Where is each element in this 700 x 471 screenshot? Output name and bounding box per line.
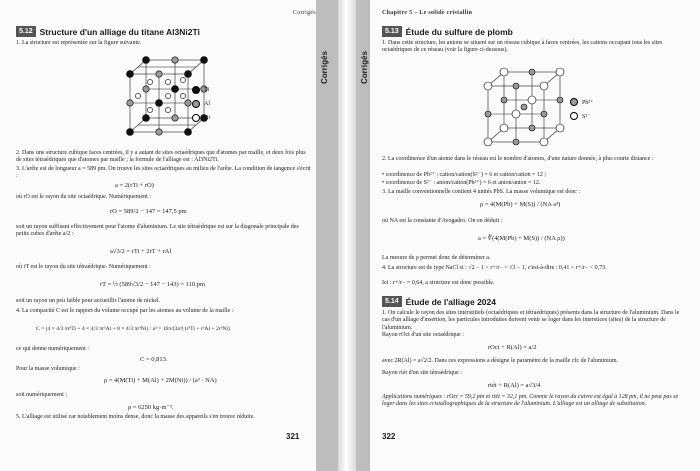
ro-text: où rO est le rayon du site octaédrique. Numériquement : (16, 194, 151, 200)
equation-2: rO = 589/2 − 147 = 147,5 pm (110, 208, 187, 215)
section-title: Étude de l'alliage 2024 (405, 296, 496, 307)
chapter-tab-left: Corrigés (320, 51, 329, 84)
question-3: 3. L'arête est de longueur a = 589 pm. On trouve les sites octaédriques au milieu de l'arête. La condition de tangence s'écrit : (16, 166, 311, 180)
mass-text: Pour la masse volumique : (16, 366, 80, 372)
section-title: Structure d'un alliage du titane Al3Ni2Ti (39, 26, 200, 37)
alloy-paragraph-2: avec 2R(Al) = a√2/2. Dans ces expressions a désigne le paramètre de la maille cfc de l'aluminium. (382, 358, 619, 364)
equation-oct: rOct + R(Al) = a/2 (488, 344, 537, 351)
legend-label: Al (204, 101, 210, 107)
chapter-tab-right: Corrigés (360, 51, 369, 84)
na-text: où NA est la constante d'Avogadro. On en déduit : (382, 218, 503, 224)
equation-7: ρ = 4(M(Ti) + M(Al) + 2M(Ni)) / (a³ · NA) (104, 377, 217, 384)
legend-item-al (192, 100, 210, 108)
legend-label: Ni (204, 115, 210, 121)
question-2: 2. Dans une structure cubique faces centrées, il y a autant de sites octaédriques que d'atomes par maille, et deux fois plus de sites tétraédriques que d'atomes par maille ; la formule de l'alliage est : Al3Ni2Ti. (16, 150, 306, 164)
section-title: Étude du sulfure de plomb (405, 26, 513, 37)
right-page (370, 0, 700, 471)
oct-label: Rayon rOct d'un site octaédrique : (382, 332, 464, 338)
num-text: ce qui donne numériquement : (16, 346, 89, 352)
legend-label: Pb²⁺ (582, 99, 594, 106)
pbs-question-4: 4. La structure est de type NaCl si : √2 − 1 < r+/r− < √3 − 1, c'est-à-dire : 0,41 < r+/r− < 0,73. (382, 265, 607, 271)
legend-item-ti (192, 86, 209, 94)
equation-pbs-1: ρ = 4(M(Pb) + M(S)) / (NA a³) (480, 201, 561, 208)
page-header: Corrigés (292, 10, 316, 16)
question-5: 5. L'alliage est utilisé car notablement moins dense, donc la masse des appareils s'en trouve réduite. (16, 414, 255, 420)
rt-text: où rT est le rayon du site tétraédrique. Numériquement : (16, 264, 151, 270)
bullet-s: • coordinence de S²⁻ : anion/cation(Pb²⁺) = 6 et anion/anion = 12. (382, 180, 541, 186)
equation-6: C = 0,813. (140, 356, 168, 363)
pbs-structure-figure (480, 64, 566, 150)
ici-text: Ici : r+/r− = 0,64, a structure est donc possible. (382, 280, 495, 286)
s-marker (570, 112, 578, 120)
section-heading-5-13 (382, 26, 513, 37)
bullet-pb: • coordinence de Pb²⁺ : cation/cation(S²⁻) = 6 et cation/cation = 12 ; (382, 172, 547, 178)
num2-text: soit numériquement : (16, 392, 67, 398)
equation-1: a = 2(rTi + rO) (115, 182, 154, 189)
equation-8: ρ = 6250 kg·m⁻³. (128, 404, 174, 411)
rho-text: La mesure de ρ permet donc de déterminer a. (382, 255, 491, 261)
equation-3: a√3/2 = rTi + 2rT + rAl (110, 248, 172, 255)
pb-marker (570, 98, 578, 106)
page-number: 321 (286, 432, 300, 441)
tet-label: Rayon rtét d'un site tétraédrique : (382, 370, 462, 376)
equation-5: C = (4 × 4/3 πr³Ti + 4 × 4/3 πr³Al + 8 × 4/3 πr³Ni) / a³ = 16π/(3a³) (r³Ti + r³Al + 2r³Ni) (36, 326, 230, 332)
ni-marker (192, 114, 200, 122)
section-number: 5.13 (382, 26, 402, 37)
pbs-question-3: 3. La maille conventionnelle contient 4 unités PbS. La masse volumique est donc : (382, 189, 581, 195)
al-marker (192, 100, 200, 108)
legend-label: S²⁻ (582, 113, 591, 120)
legend-item-s (570, 112, 590, 120)
page-header: Chapitre 5 – Le solide cristallin (382, 10, 473, 16)
question-1: 1. La structure est représentée sur la figure suivante. (16, 40, 142, 46)
section-heading-5-14 (382, 296, 496, 307)
pbs-question-2: 2. La coordinence d'un atome dans le réseau est le nombre d'atomes, d'une nature donnée, à plus courte distance : (382, 156, 654, 162)
left-page (0, 0, 330, 471)
alloy-paragraph-1: 1. On calcule le rayon des sites interstitiels (octaédriques et tétraédriques) présents dans la structure de l'aluminium. Dans le cas d'un alliage d'insertion, les particules introduites doivent venir se loger dans les interstices (sites) de la structure de l'aluminium. (382, 310, 680, 331)
section-number: 5.14 (382, 296, 402, 307)
page-number: 322 (382, 432, 396, 441)
crystal-structure-figure (120, 52, 210, 140)
legend-label: Ti (204, 87, 210, 93)
question-4: 4. La compacité C est le rapport du volume occupé par les atomes au volume de la maille : (16, 308, 234, 314)
equation-tet: rtét + R(Al) = a√3/4 (488, 382, 541, 389)
legend-item-ni (192, 114, 210, 122)
legend-item-pb (570, 98, 593, 106)
section-heading-5-12 (16, 26, 200, 37)
equation-4: rT = ½ (589√3/2 − 147 − 143) = 110 pm (100, 281, 206, 288)
pbs-question-1: 1. Dans cette structure, les anions se situent sur un réseau cubique à faces centrées, les cations occupant tous les sites octaédriques de ce réseau (voir la figure ci-dessous). (382, 40, 663, 54)
ti-marker (192, 86, 200, 94)
alloy-paragraph-3: Applications numériques : rOct = 59,2 pm et rtét = 32,1 pm. Comme le rayon du cuivre est égal à 128 pm, il ne peut pas se loger dans les sites cristallographiques de la structure de l'aluminium. L'alliage est un alliage de substitution. (382, 394, 679, 408)
section-number: 5.12 (16, 26, 36, 37)
equation-pbs-2: a = ∛(4(M(Pb) + M(S)) / (NA ρ)) (478, 235, 565, 242)
book-fold (338, 0, 356, 471)
ti-text: soit un rayon suffisant effectivement pour l'atome d'aluminium. Le site tétraédrique est sur la diagonale principale des petits cubes d'arête a/2 : (16, 224, 299, 238)
ni-text: soit un rayon un peu faible pour accueillir l'atome de nickel. (16, 298, 161, 304)
